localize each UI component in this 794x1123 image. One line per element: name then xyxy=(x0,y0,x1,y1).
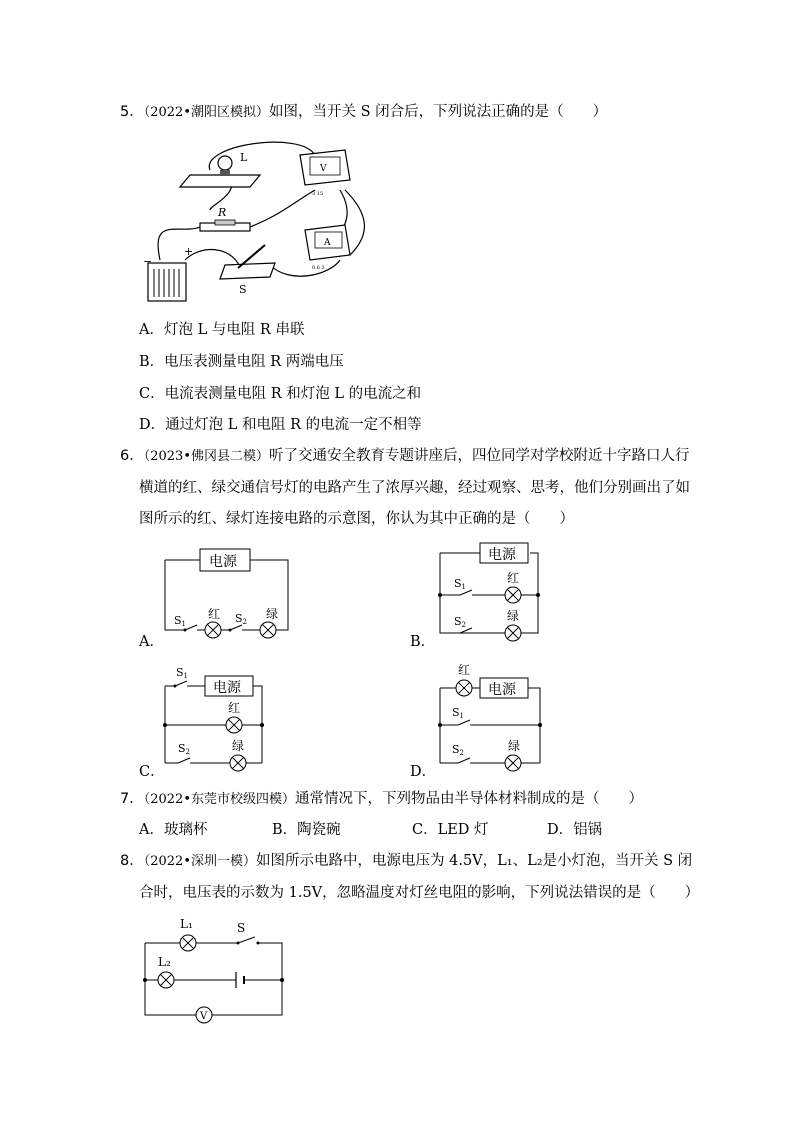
s1-label: S1 xyxy=(454,577,467,591)
question-stem: 如图所示电路中，电源电压为 4.5V，L₁、L₂是小灯泡，当开关 S 闭 xyxy=(256,853,693,869)
q8-stem-line-1 xyxy=(120,851,692,872)
q5-stem-line xyxy=(120,102,607,123)
q6-stem-line-3: 图所示的红、绿灯连接电路的示意图，你认为其中正确的是（ ） xyxy=(139,511,574,527)
wire xyxy=(270,260,340,276)
green-label: 绿 xyxy=(232,739,245,753)
q6-option-b[interactable]: B． xyxy=(410,634,436,650)
q7-option-b[interactable]: B．陶瓷碗 xyxy=(272,822,341,838)
s1-label: S1 xyxy=(176,666,189,680)
q8-stem-line-2: 合时，电压表的示数为 1.5V，忽略温度对灯丝电阻的影响，下列说法错误的是（ ） xyxy=(139,885,700,901)
resistor-label: R xyxy=(218,206,227,219)
question-number: 7． xyxy=(120,791,144,807)
q6-diagram-b xyxy=(430,540,545,640)
switch-s2 xyxy=(458,758,470,763)
lamp-socket xyxy=(220,170,230,176)
s1-label: S1 xyxy=(452,706,465,720)
q6-diagram-d xyxy=(430,660,545,775)
red-label: 红 xyxy=(458,663,471,677)
switch-s1 xyxy=(458,720,470,725)
q5-option-a[interactable]: A．灯泡 L 与电阻 R 串联 xyxy=(139,322,305,338)
question-number: 8． xyxy=(120,853,144,869)
q6-diagram-a xyxy=(160,545,295,640)
question-number: 5． xyxy=(120,104,144,120)
resistor-body xyxy=(215,220,235,225)
lamp-label: L xyxy=(240,151,248,164)
question-source: （2022•深圳一模） xyxy=(143,854,256,869)
q6-stem-line-1 xyxy=(120,446,690,467)
ammeter-symbol: A xyxy=(324,238,331,248)
red-label: 红 xyxy=(208,607,221,621)
red-label: 红 xyxy=(228,701,241,715)
question-stem: 通常情况下，下列物品由半导体材料制成的是（ ） xyxy=(295,791,643,807)
switch-s1 xyxy=(185,625,197,630)
power-label: 电源 xyxy=(213,680,241,696)
power-label: 电源 xyxy=(488,547,516,563)
q7-option-c[interactable]: C．LED 灯 xyxy=(412,822,489,838)
s2-label: S2 xyxy=(454,615,467,629)
l1-label: L₁ xyxy=(180,917,193,931)
q6-option-d[interactable]: D． xyxy=(410,764,437,780)
voltmeter-symbol: V xyxy=(320,164,327,174)
q6-option-a[interactable]: A． xyxy=(139,634,164,650)
wire xyxy=(250,190,315,227)
q7-option-a[interactable]: A．玻璃杯 xyxy=(139,822,208,838)
red-label: 红 xyxy=(507,571,520,585)
s2-label: S2 xyxy=(235,612,248,626)
q5-circuit-figure xyxy=(140,135,370,310)
q6-stem-line-2: 横道的红、绿交通信号灯的电路产生了浓厚兴趣，经过观察、思考，他们分别画出了如 xyxy=(139,480,690,496)
battery-plus: + xyxy=(184,245,194,258)
q7-option-d[interactable]: D．铝锅 xyxy=(547,822,603,838)
lamp-bulb xyxy=(218,156,232,170)
switch-base xyxy=(220,263,275,279)
question-source: （2022•潮阳区模拟） xyxy=(143,105,269,120)
wire xyxy=(158,227,200,260)
green-label: 绿 xyxy=(507,609,520,623)
question-source: （2022•东莞市校级四模） xyxy=(143,792,295,807)
ammeter-scale: 0.6 3 xyxy=(312,265,325,271)
q8-circuit-figure xyxy=(140,910,290,1025)
question-number: 6． xyxy=(120,448,144,464)
switch-label: S xyxy=(239,283,247,296)
voltmeter-scale: 3 15 xyxy=(312,191,324,197)
power-label: 电源 xyxy=(209,554,237,570)
green-label: 绿 xyxy=(508,739,521,753)
green-label: 绿 xyxy=(266,607,279,621)
switch-s xyxy=(238,937,255,943)
question-stem: 听了交通安全教育专题讲座后，四位同学对学校附近十字路口人行 xyxy=(269,448,690,464)
switch-s1 xyxy=(175,681,187,686)
l2-label: L₂ xyxy=(158,955,171,969)
question-stem: 如图，当开关 S 闭合后，下列说法正确的是（ ） xyxy=(269,104,608,120)
s2-label: S2 xyxy=(452,743,465,757)
s2-label: S2 xyxy=(178,742,191,756)
s1-label: S1 xyxy=(174,614,187,628)
lamp-base xyxy=(180,175,260,187)
power-label: 电源 xyxy=(488,682,516,698)
q5-option-b[interactable]: B．电压表测量电阻 R 两端电压 xyxy=(139,354,344,370)
q5-option-d[interactable]: D．通过灯泡 L 和电阻 R 的电流一定不相等 xyxy=(139,417,422,433)
q5-option-c[interactable]: C．电流表测量电阻 R 和灯泡 L 的电流之和 xyxy=(139,386,422,402)
switch-s2 xyxy=(178,758,190,763)
battery-minus: − xyxy=(143,255,153,268)
switch-s2 xyxy=(230,625,242,630)
question-source: （2023•佛冈县二模） xyxy=(143,449,269,464)
voltmeter-symbol: V xyxy=(200,1011,208,1022)
switch-label: S xyxy=(237,921,246,935)
q7-stem-line xyxy=(120,789,643,810)
q6-option-c[interactable]: C． xyxy=(139,764,165,780)
q6-diagram-c xyxy=(160,668,270,773)
